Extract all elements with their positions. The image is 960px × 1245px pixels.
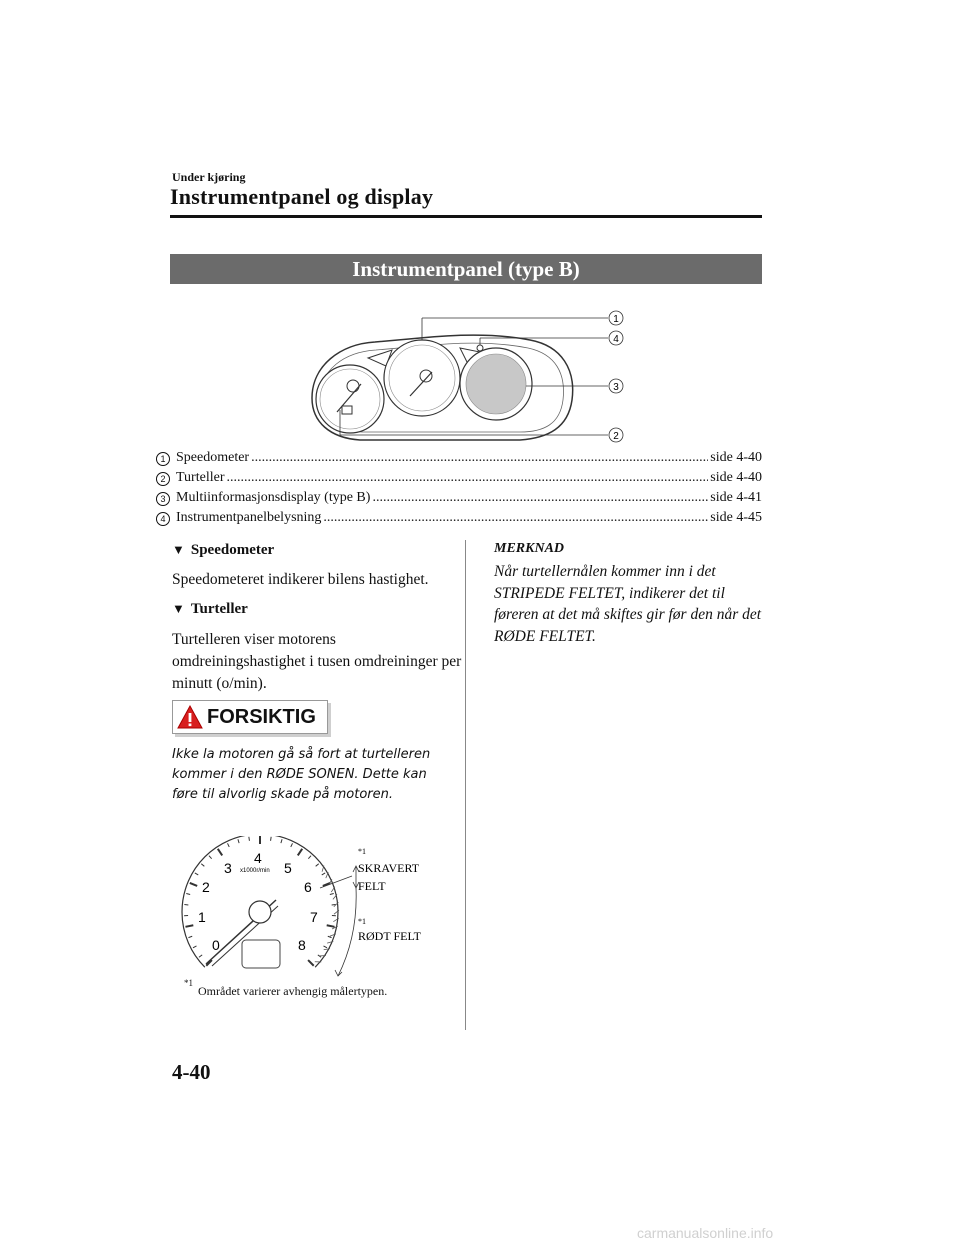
tacho-num-4: 4: [254, 850, 262, 866]
toc-leader-dots: [372, 490, 708, 506]
toc-number: 4: [156, 512, 170, 526]
dial-minor-tick: [195, 873, 198, 875]
tacho-num-7: 7: [310, 909, 318, 925]
red-label: RØDT FELT: [358, 929, 422, 943]
dial-minor-tick: [291, 843, 293, 847]
tachometer-display: [242, 940, 280, 968]
dial-minor-tick: [316, 864, 319, 867]
dial-major-tick: [308, 960, 314, 966]
toc-label: Turteller: [176, 470, 225, 485]
watermark: carmanualsonline.info: [637, 1225, 774, 1241]
instrument-panel-illustration: [300, 300, 640, 450]
dial-minor-tick: [308, 856, 311, 859]
footnote-text: Området varierer avhengig målertypen.: [198, 984, 388, 998]
callout-2: 2: [613, 431, 619, 442]
shaded-mark: *1: [358, 847, 366, 856]
tacho-num-2: 2: [202, 879, 210, 895]
toc-number: 3: [156, 492, 170, 506]
illumination-sensor: [477, 345, 483, 351]
speedometer-gauge: [384, 340, 460, 416]
dial-major-tick: [190, 883, 197, 886]
section-banner: Instrumentpanel (type B): [170, 254, 762, 284]
dial-minor-tick: [330, 894, 334, 895]
speedometer-heading: [172, 542, 274, 559]
note-text: Når turtellernålen kommer inn i det STRIPEDE FELTET, indikerer det til føreren at det må skiftes gir før den når det RØDE FELTET.: [494, 563, 762, 645]
dial-minor-tick: [323, 946, 327, 948]
dial-minor-tick: [322, 873, 325, 875]
turteller-text: Turtelleren viser motorens omdreiningshastighet i tusen omdreininger per minutt (o/min).: [172, 631, 462, 692]
turteller-heading-text: Turteller: [190, 601, 248, 617]
dial-minor-tick: [193, 946, 197, 948]
dial-minor-tick: [238, 839, 239, 843]
speedometer-text: Speedometeret indikerer bilens hastighet.: [172, 571, 429, 588]
warning-box: [172, 700, 328, 734]
toc-entry-belysning: [156, 510, 762, 530]
triangle-bullet-icon: ▼: [172, 542, 185, 557]
tachometer-gauge: [316, 365, 384, 433]
triangle-bullet-icon: ▼: [172, 601, 185, 616]
dial-minor-tick: [328, 936, 332, 937]
toc-page: side 4-45: [710, 510, 762, 525]
tacho-num-8: 8: [298, 937, 306, 953]
page-title: Instrumentpanel og display: [170, 184, 434, 209]
toc-entry-speedometer: [156, 450, 762, 470]
toc-page: side 4-40: [710, 470, 762, 485]
toc-page: side 4-40: [710, 450, 762, 465]
dial-minor-tick: [209, 856, 212, 859]
toc-leader-dots: [251, 450, 708, 466]
dial-minor-tick: [201, 864, 204, 867]
toc-leader-dots: [323, 510, 708, 526]
callout-1: 1: [613, 314, 619, 325]
tacho-num-1: 1: [198, 909, 206, 925]
toc-label: Instrumentpanelbelysning: [176, 510, 322, 525]
warning-label: FORSIKTIG: [207, 705, 316, 728]
speedometer-heading-text: Speedometer: [190, 542, 275, 558]
toc-entry-turteller: [156, 470, 762, 490]
dial-minor-tick: [228, 843, 230, 847]
toc-number: 1: [156, 452, 170, 466]
title-rule: [170, 215, 762, 218]
dial-minor-tick: [188, 936, 192, 937]
warning-text: Ikke la motoren gå så fort at turtelleren kommer i den RØDE SONEN. Dette kan føre til alvorlig skade på motoren.: [172, 747, 431, 802]
section-label: Under kjøring: [172, 170, 246, 184]
dial-major-tick: [185, 925, 193, 927]
callout-4: 4: [613, 334, 619, 345]
toc-label: Speedometer: [176, 450, 250, 465]
dial-minor-tick: [186, 894, 190, 895]
dial-minor-tick: [199, 955, 202, 957]
dial-minor-tick: [271, 837, 272, 841]
tacho-num-5: 5: [284, 860, 292, 876]
toc-label: Multiinformasjonsdisplay (type B): [176, 490, 371, 505]
dial-major-tick: [298, 849, 302, 856]
dial-major-tick: [218, 849, 222, 856]
shaded-label: SKRAVERT FELT: [358, 861, 419, 893]
toc-leader-dots: [226, 470, 708, 486]
turteller-heading: [172, 601, 248, 618]
dial-minor-tick: [249, 837, 250, 841]
toc-entry-multiinfo: [156, 490, 762, 510]
toc-number: 2: [156, 472, 170, 486]
tacho-unit: x1000r/min: [240, 868, 270, 874]
warning-triangle-icon: [177, 705, 203, 729]
dial-minor-tick: [281, 839, 282, 843]
footnote-mark: *1: [184, 978, 193, 988]
tacho-num-0: 0: [212, 937, 220, 953]
note-heading: MERKNAD: [494, 541, 565, 556]
callout-3: 3: [613, 382, 619, 393]
page-number: 4-40: [172, 1060, 211, 1084]
toc-page: side 4-41: [710, 490, 762, 505]
red-mark: *1: [358, 917, 366, 926]
tacho-num-3: 3: [224, 860, 232, 876]
tacho-num-6: 6: [304, 879, 312, 895]
column-divider: [465, 540, 466, 1030]
dial-major-tick: [327, 925, 335, 927]
